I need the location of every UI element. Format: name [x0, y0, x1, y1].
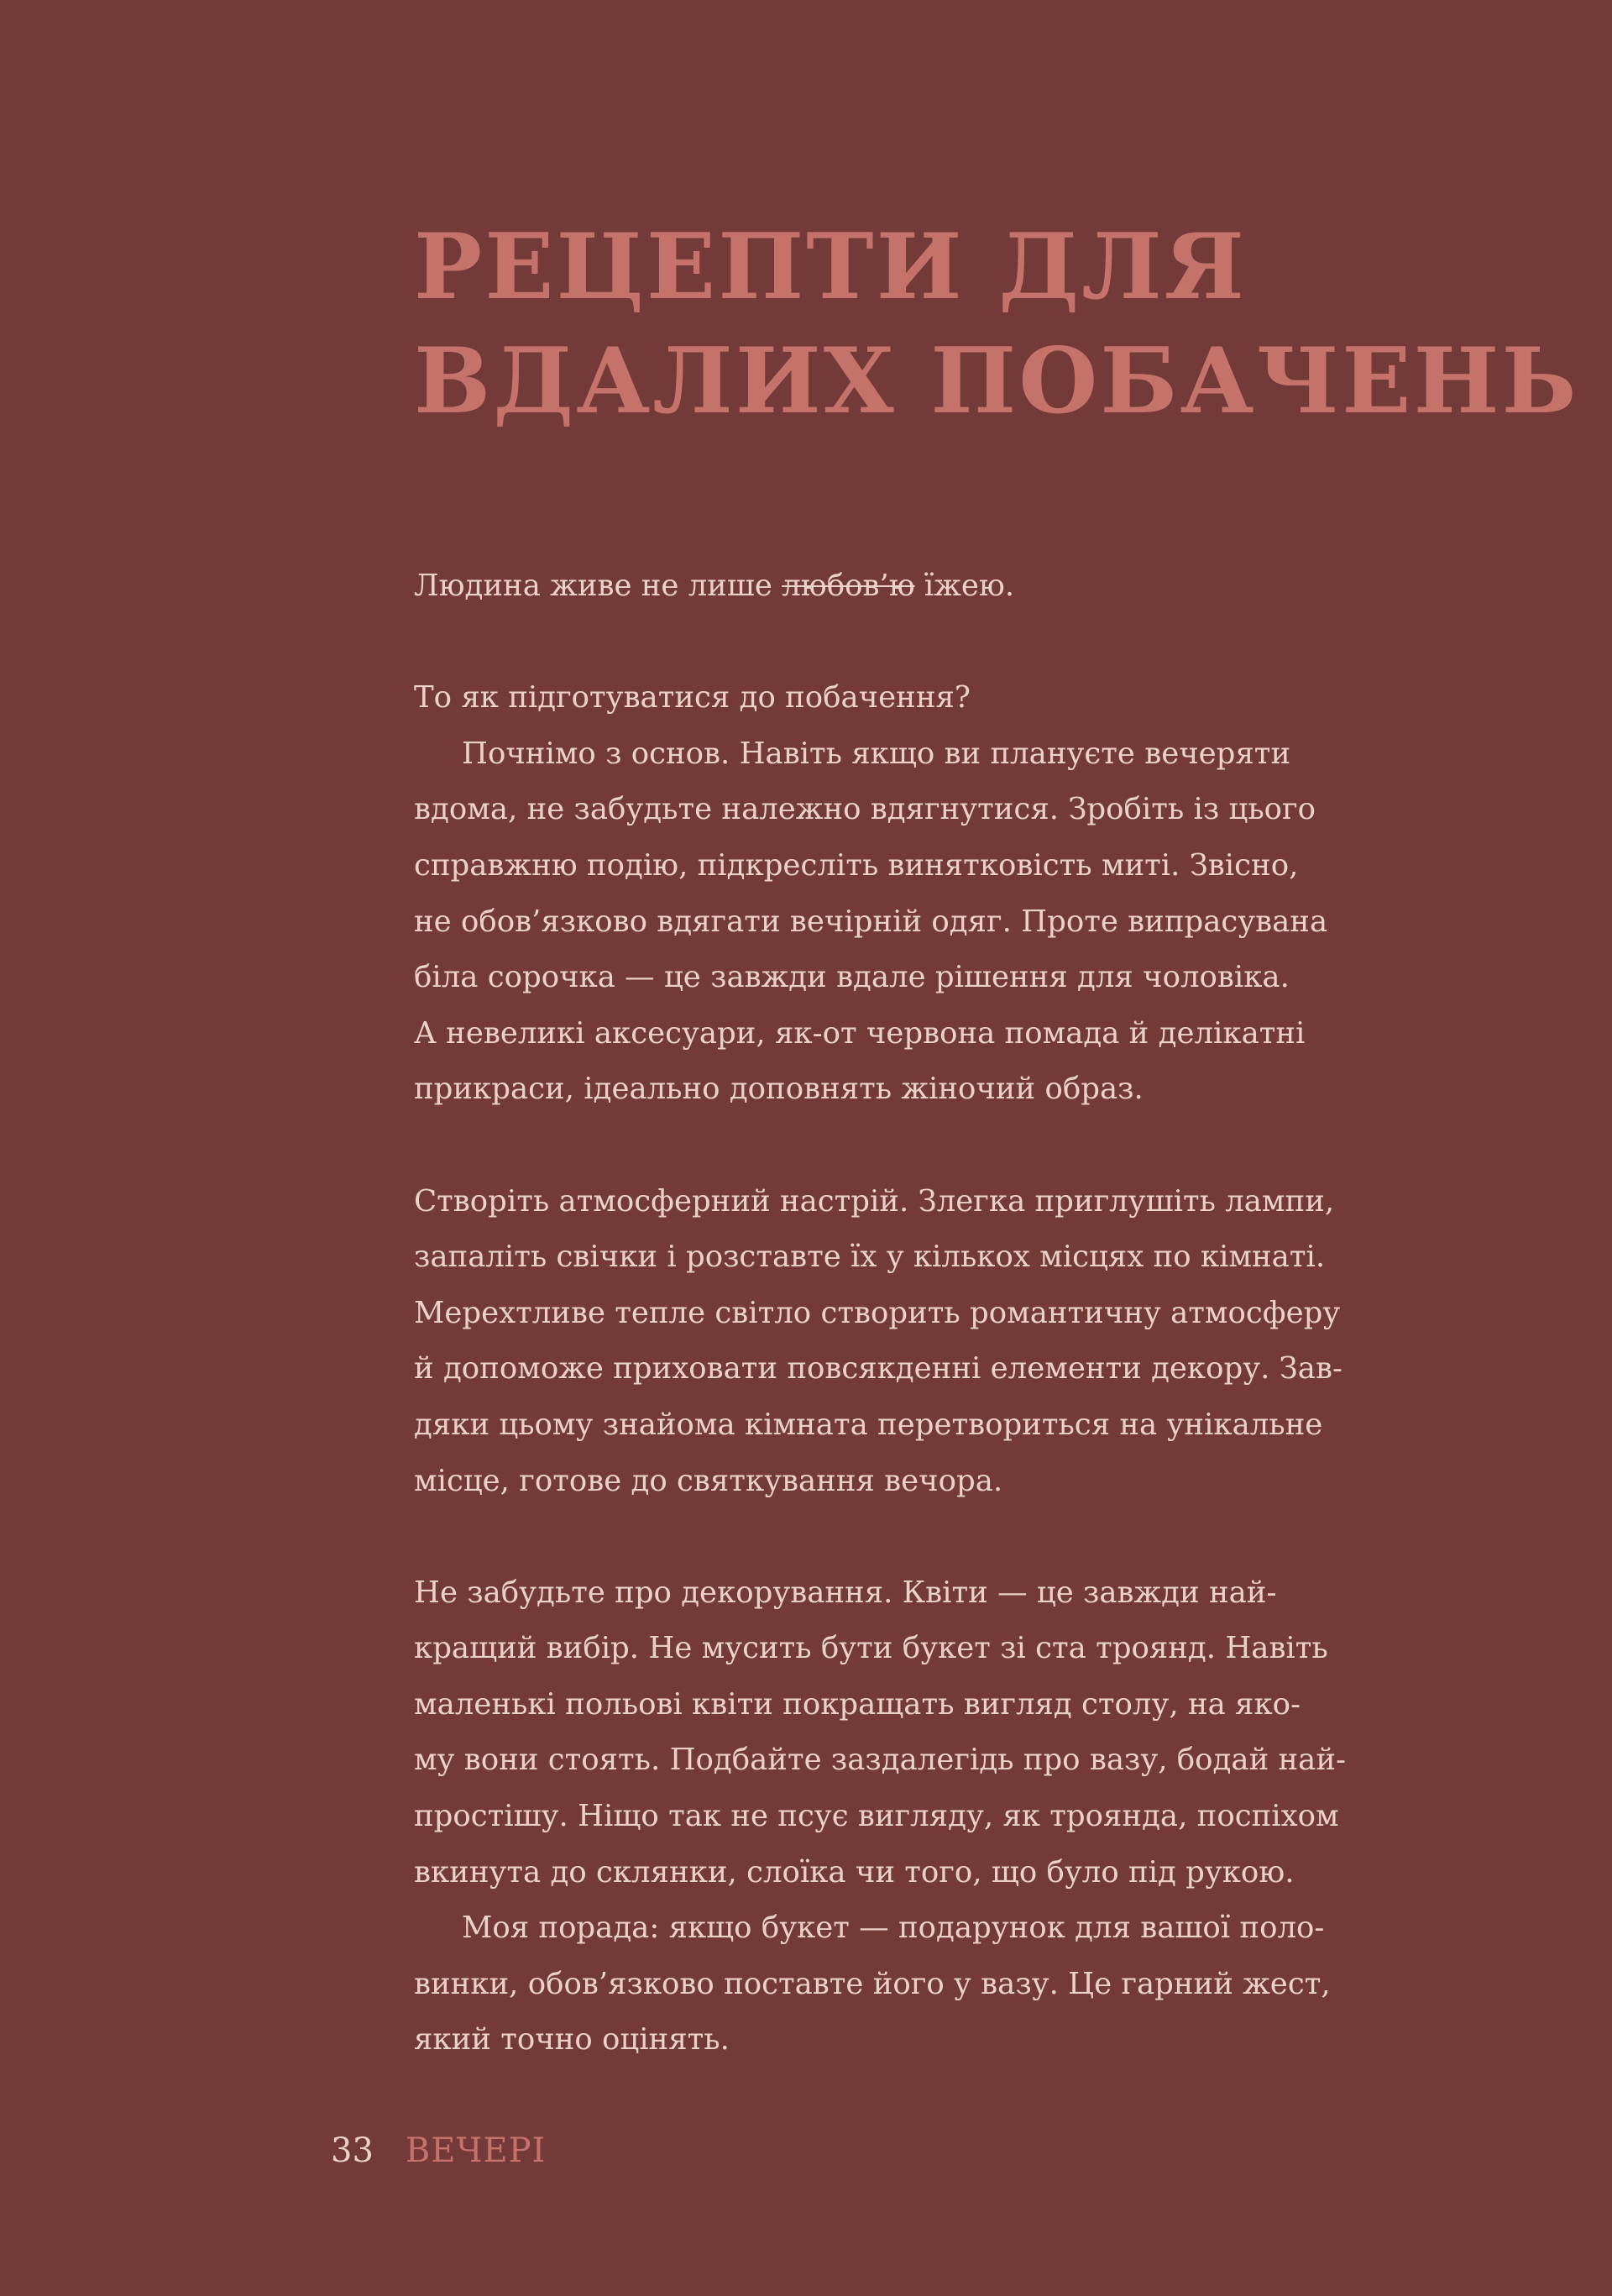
- text-line: який точно оцінять.: [414, 2022, 730, 2057]
- text-line: справжню подію, підкресліть винятковість миті. Звісно,: [414, 847, 1299, 883]
- text-line: запаліть свічки і розставте їх у кількох місцях по кімнаті.: [414, 1240, 1326, 1275]
- page-footer: [331, 2127, 546, 2174]
- text-line: му вони стоять. Подбайте заздалегідь про вазу, бодай най-: [414, 1743, 1346, 1778]
- paragraph-gap: [414, 615, 1405, 671]
- text-line: біла сорочка — це завжди вдале рішення для чоловіка.: [414, 960, 1290, 995]
- text-line: А невеликі аксесуари, як-от червона помада й делікатні: [414, 1015, 1306, 1051]
- paragraph-gap: [414, 1118, 1405, 1174]
- text-line: винки, обов’язково поставте його у вазу. Це гарний жест,: [414, 1966, 1331, 2001]
- text-line: Створіть атмосферний настрій. Злегка приглушіть лампи,: [414, 1183, 1335, 1219]
- title-line-2: ВДАЛИХ ПОБАЧЕНЬ: [414, 328, 1579, 434]
- text-line: Моя порада: якщо букет — подарунок для вашої поло-: [462, 1911, 1325, 1946]
- text-line: простішу. Ніщо так не псує вигляду, як троянда, поспіхом: [414, 1799, 1339, 1834]
- struck-word: любов’ю: [782, 569, 915, 603]
- intro-before: Людина живе не лише: [414, 569, 782, 603]
- text-line: дяки цьому знайома кімната перетвориться на унікальне: [414, 1407, 1323, 1442]
- intro-after: їжею.: [914, 569, 1015, 603]
- text-line: кращий вибір. Не мусить бути букет зі ста троянд. Навіть: [414, 1631, 1328, 1666]
- intro-line: [414, 558, 1405, 615]
- text-line: прикраси, ідеально доповнять жіночий образ.: [414, 1072, 1144, 1107]
- text-line: місце, готове до святкування вечора.: [414, 1463, 1003, 1498]
- text-line: вкинута до склянки, слоїка чи того, що було під рукою.: [414, 1854, 1295, 1890]
- text-line: Не забудьте про декорування. Квіти — це завжди най-: [414, 1575, 1277, 1610]
- paragraph-gap: [414, 1509, 1405, 1565]
- title-line-1: РЕЦЕПТИ ДЛЯ: [414, 214, 1247, 320]
- text-line: вдома, не забудьте належно вдягнутися. Зробіть із цього: [414, 792, 1316, 827]
- text-line: маленькі польові квіти покращать вигляд столу, на яко-: [414, 1686, 1301, 1722]
- page-number: 33: [331, 2131, 374, 2170]
- text-line: Мерехтливе тепле світло створить романтичну атмосферу: [414, 1295, 1341, 1330]
- section-name: ВЕЧЕРІ: [405, 2131, 547, 2170]
- text-line: й допоможе приховати повсякденні елементи декору. Зав-: [414, 1351, 1342, 1387]
- text-line: не обов’язково вдягати вечірній одяг. Проте випрасувана: [414, 904, 1328, 939]
- body-text: [414, 558, 1405, 2068]
- text-line: Почнімо з основ. Навіть якщо ви плануєте вечеряти: [462, 736, 1291, 771]
- text-line: То як підготуватися до побачення?: [414, 680, 971, 716]
- page-title: [414, 210, 1579, 438]
